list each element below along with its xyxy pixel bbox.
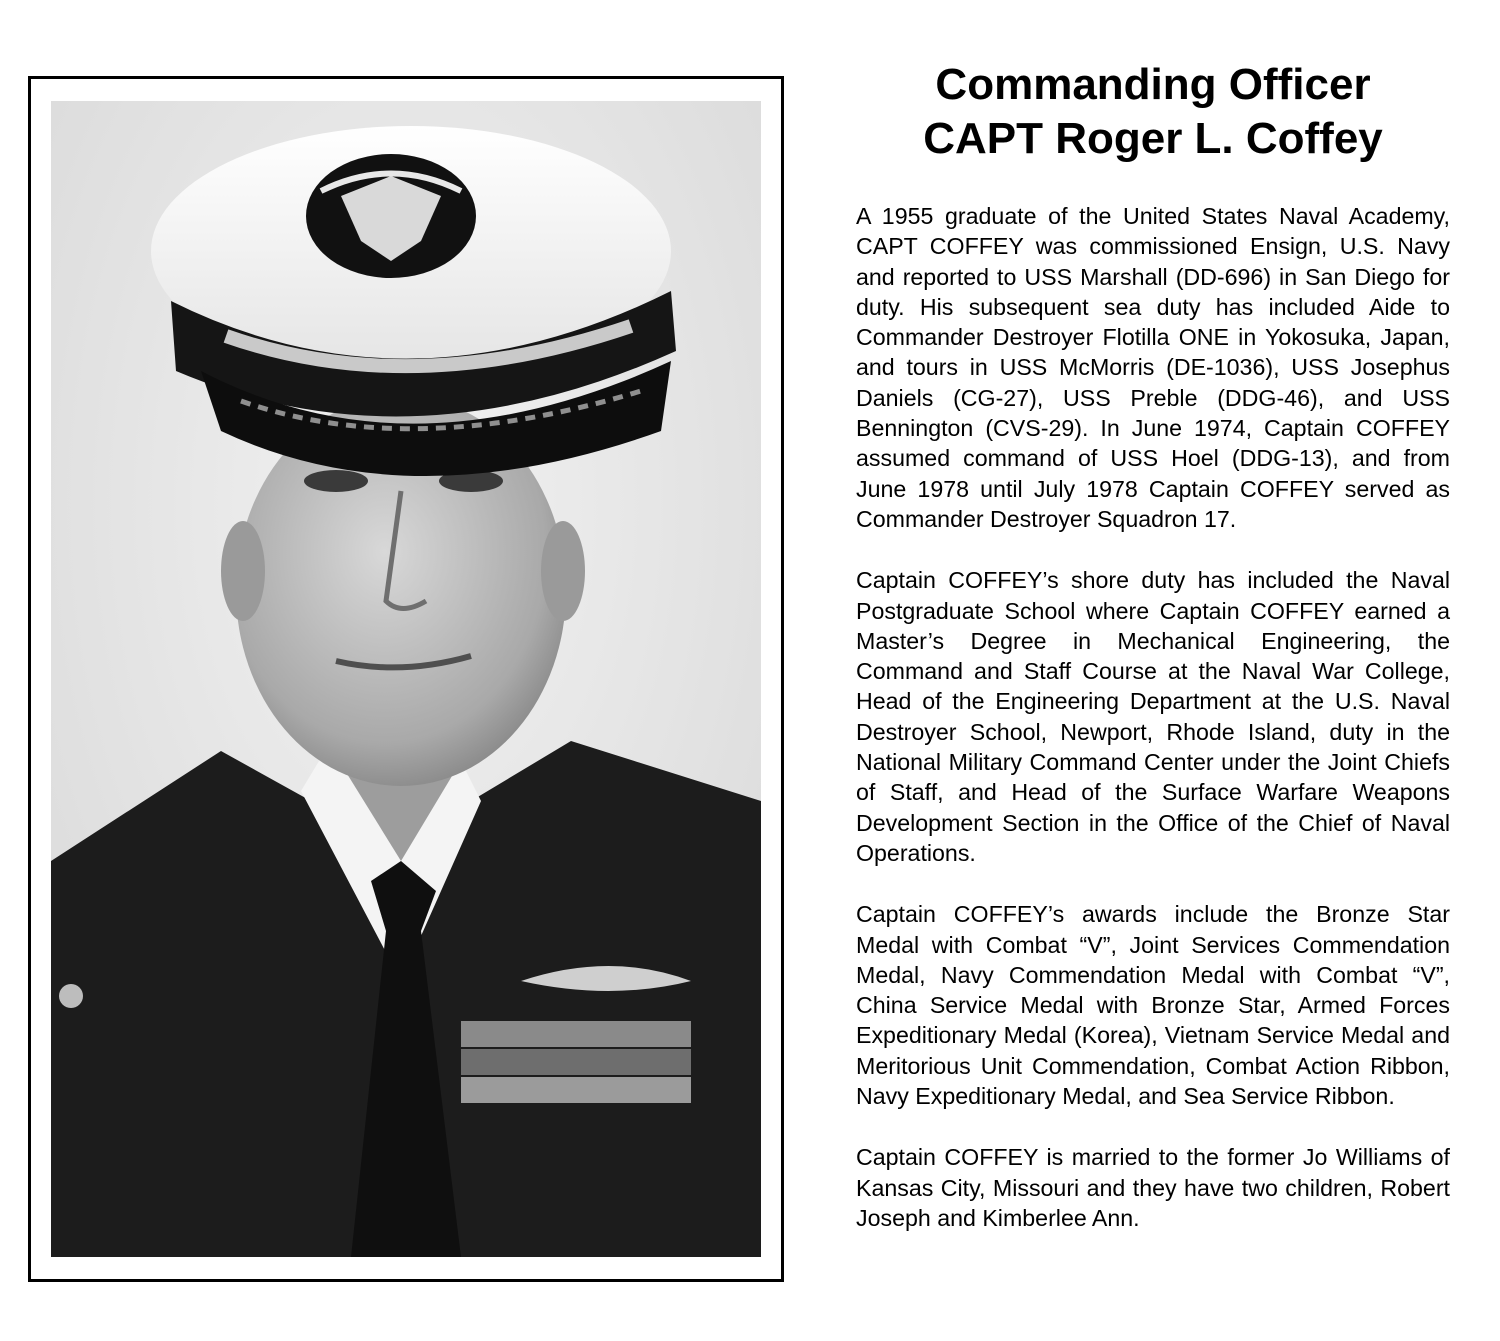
portrait-photo — [51, 101, 761, 1257]
portrait-illustration — [51, 101, 761, 1257]
bio-paragraph-family: Captain COFFEY is married to the former Jo Williams of Kansas City, Missouri and they have two children, Robert Joseph and Kimberlee Ann. — [856, 1144, 1450, 1231]
biography — [856, 201, 1450, 1264]
page-heading — [820, 58, 1486, 166]
bio-paragraph-awards: Captain COFFEY’s awards include the Bronze Star Medal with Combat “V”, Joint Services Commendation Medal, Navy Commendation Medal with Combat “V”, China Service Medal with Bronze Star, Armed Forces Expeditionary Medal (Korea), Vietnam Service Medal and Meritorious Unit Commendation, Combat Action Ribbon, Navy Expeditionary Medal, and Sea Service Ribbon. — [856, 901, 1450, 1110]
heading-name: CAPT Roger L. Coffey — [923, 114, 1383, 163]
heading-title: Commanding Officer — [935, 60, 1371, 109]
bio-paragraph-shore-duty: Captain COFFEY’s shore duty has included the Naval Postgraduate School where Captain COFFEY earned a Master’s Degree in Mechanical Engineering, the Command and Staff Course at the Naval War College, Head of the Engineering Department at the U.S. Naval Destroyer School, Newport, Rhode Island, duty in the National Military Command Center under the Joint Chiefs of Staff, and Head of the Surface Warfare Weapons Development Section in the Office of the Chief of Naval Operations. — [856, 567, 1450, 866]
bio-paragraph-education: A 1955 graduate of the United States Naval Academy, CAPT COFFEY was commissioned Ensign, U.S. Navy and reported to USS Marshall (DD-696) in San Diego for duty. His subsequent sea duty has included Aide to Commander Destroyer Flotilla ONE in Yokosuka, Japan, and tours in USS McMorris (DE-1036), USS Josephus Daniels (CG-27), USS Preble (DDG-46), and USS Bennington (CVS-29). In June 1974, Captain COFFEY assumed command of USS Hoel (DDG-13), and from June 1978 until July 1978 Captain COFFEY served as Commander Destroyer Squadron 17. — [856, 203, 1450, 532]
